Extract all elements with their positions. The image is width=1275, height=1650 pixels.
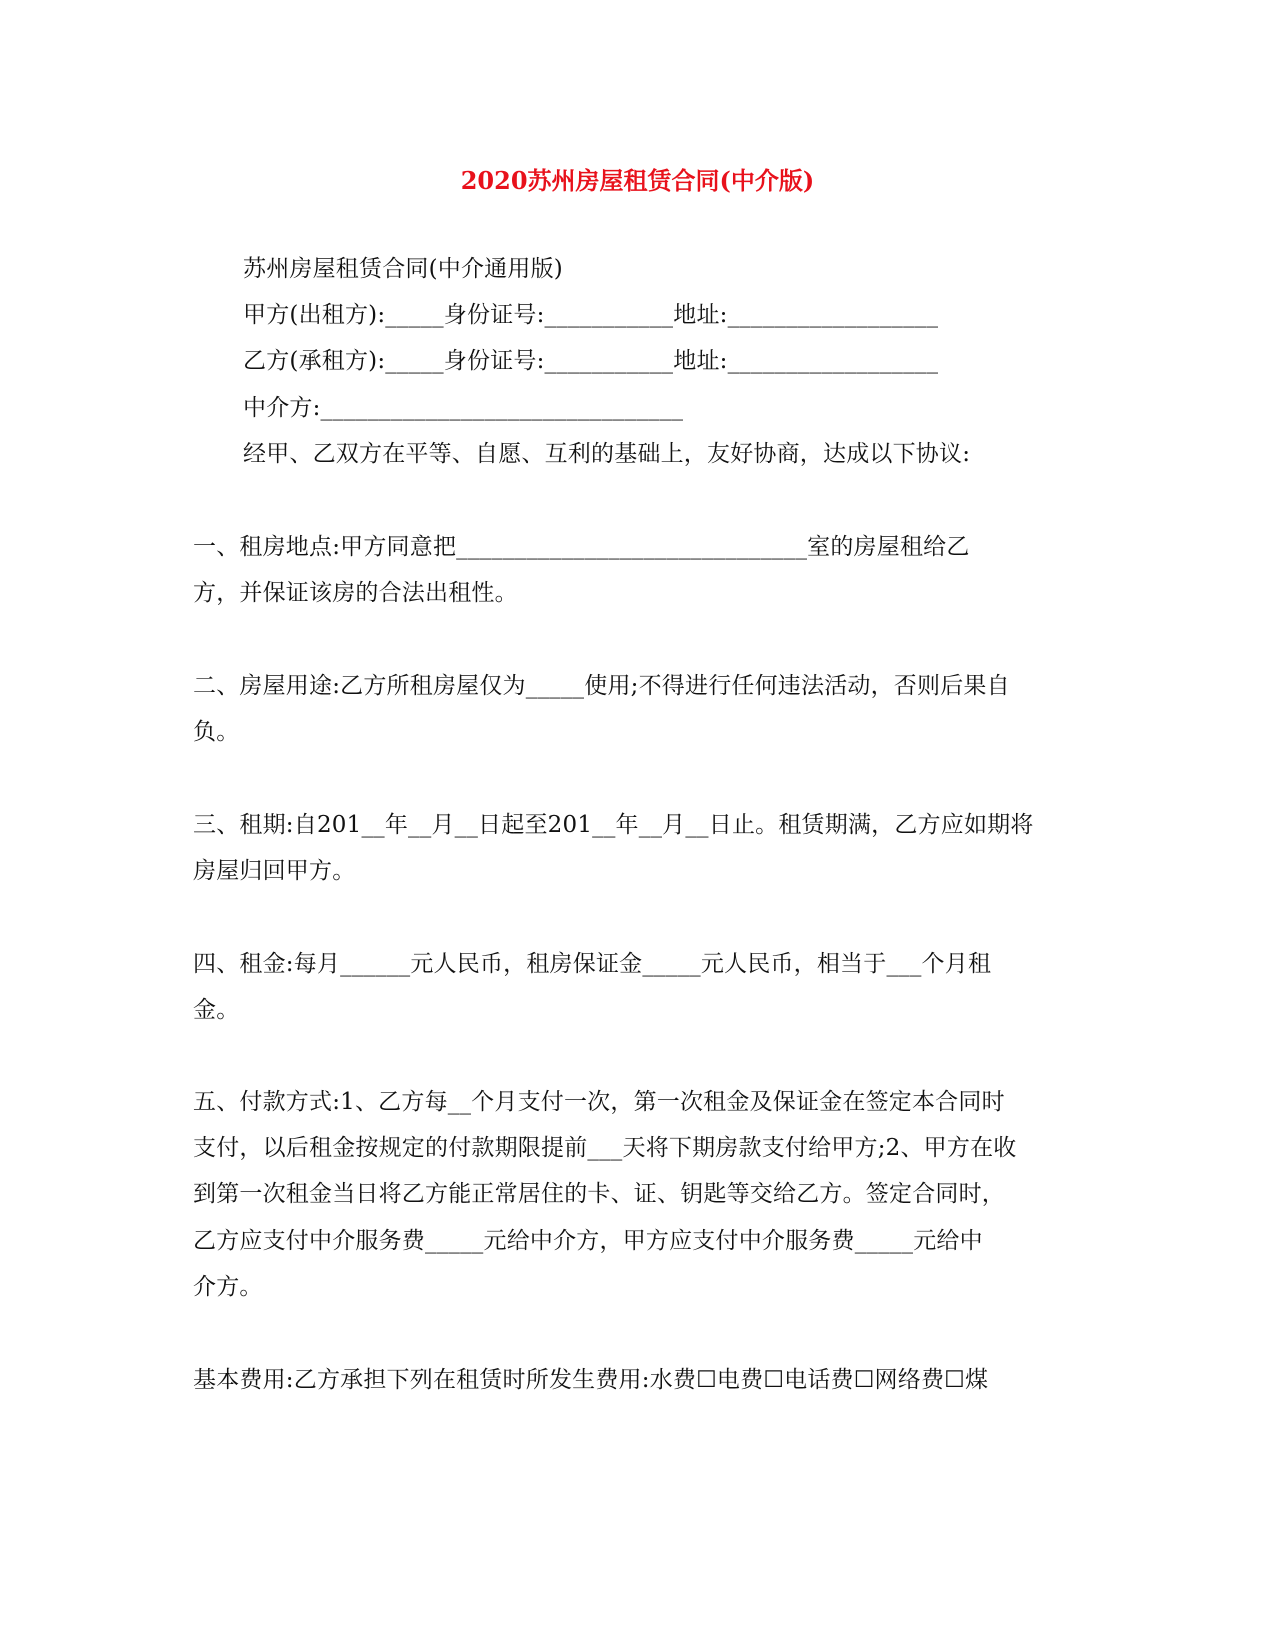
clause-2-line-1: 二、房屋用途:乙方所租房屋仅为_____使用;不得进行任何违法活动，否则后果自 [193,673,1010,699]
clause-5-line-3: 到第一次租金当日将乙方能正常居住的卡、证、钥匙等交给乙方。签定合同时， [193,1181,1005,1207]
clause-5-line-2: 支付，以后租金按规定的付款期限提前___天将下期房款支付给甲方;2、甲方在收 [193,1135,1017,1161]
clause-5-line-1: 五、付款方式:1、乙方每__个月支付一次，第一次租金及保证金在签定本合同时 [193,1089,1005,1115]
clause-1-line-2: 方，并保证该房的合法出租性。 [193,580,518,606]
basic-fees-line: 基本费用:乙方承担下列在租赁时所发生费用:水费☐电费☐电话费☐网络费☐煤 [193,1367,989,1393]
party-b-line: 乙方(承租方):_____身份证号:___________地址:__________________ [243,348,939,374]
clause-4-line-2: 金。 [193,997,240,1023]
clause-5-line-5: 介方。 [193,1274,263,1300]
clause-2-line-2: 负。 [193,719,240,745]
agreement-intro: 经甲、乙双方在平等、自愿、互利的基础上，友好协商，达成以下协议: [243,441,971,467]
document-title: 2020苏州房屋租赁合同(中介版) [460,166,815,195]
agent-line: 中介方:_______________________________ [243,395,684,421]
clause-3-line-1: 三、租期:自201__年__月__日起至201__年__月__日止。租赁期满，乙方应如期将 [193,812,1034,838]
party-a-line: 甲方(出租方):_____身份证号:___________地址:__________________ [243,302,939,328]
clause-1-line-1: 一、租房地点:甲方同意把______________________________室的房屋租给乙 [193,534,970,560]
contract-subtitle: 苏州房屋租赁合同(中介通用版) [243,256,563,282]
clause-5-line-4: 乙方应支付中介服务费_____元给中介方，甲方应支付中介服务费_____元给中 [193,1228,983,1254]
clause-3-line-2: 房屋归回甲方。 [193,858,356,884]
clause-4-line-1: 四、租金:每月______元人民币，租房保证金_____元人民币，相当于___个月租 [193,951,992,977]
